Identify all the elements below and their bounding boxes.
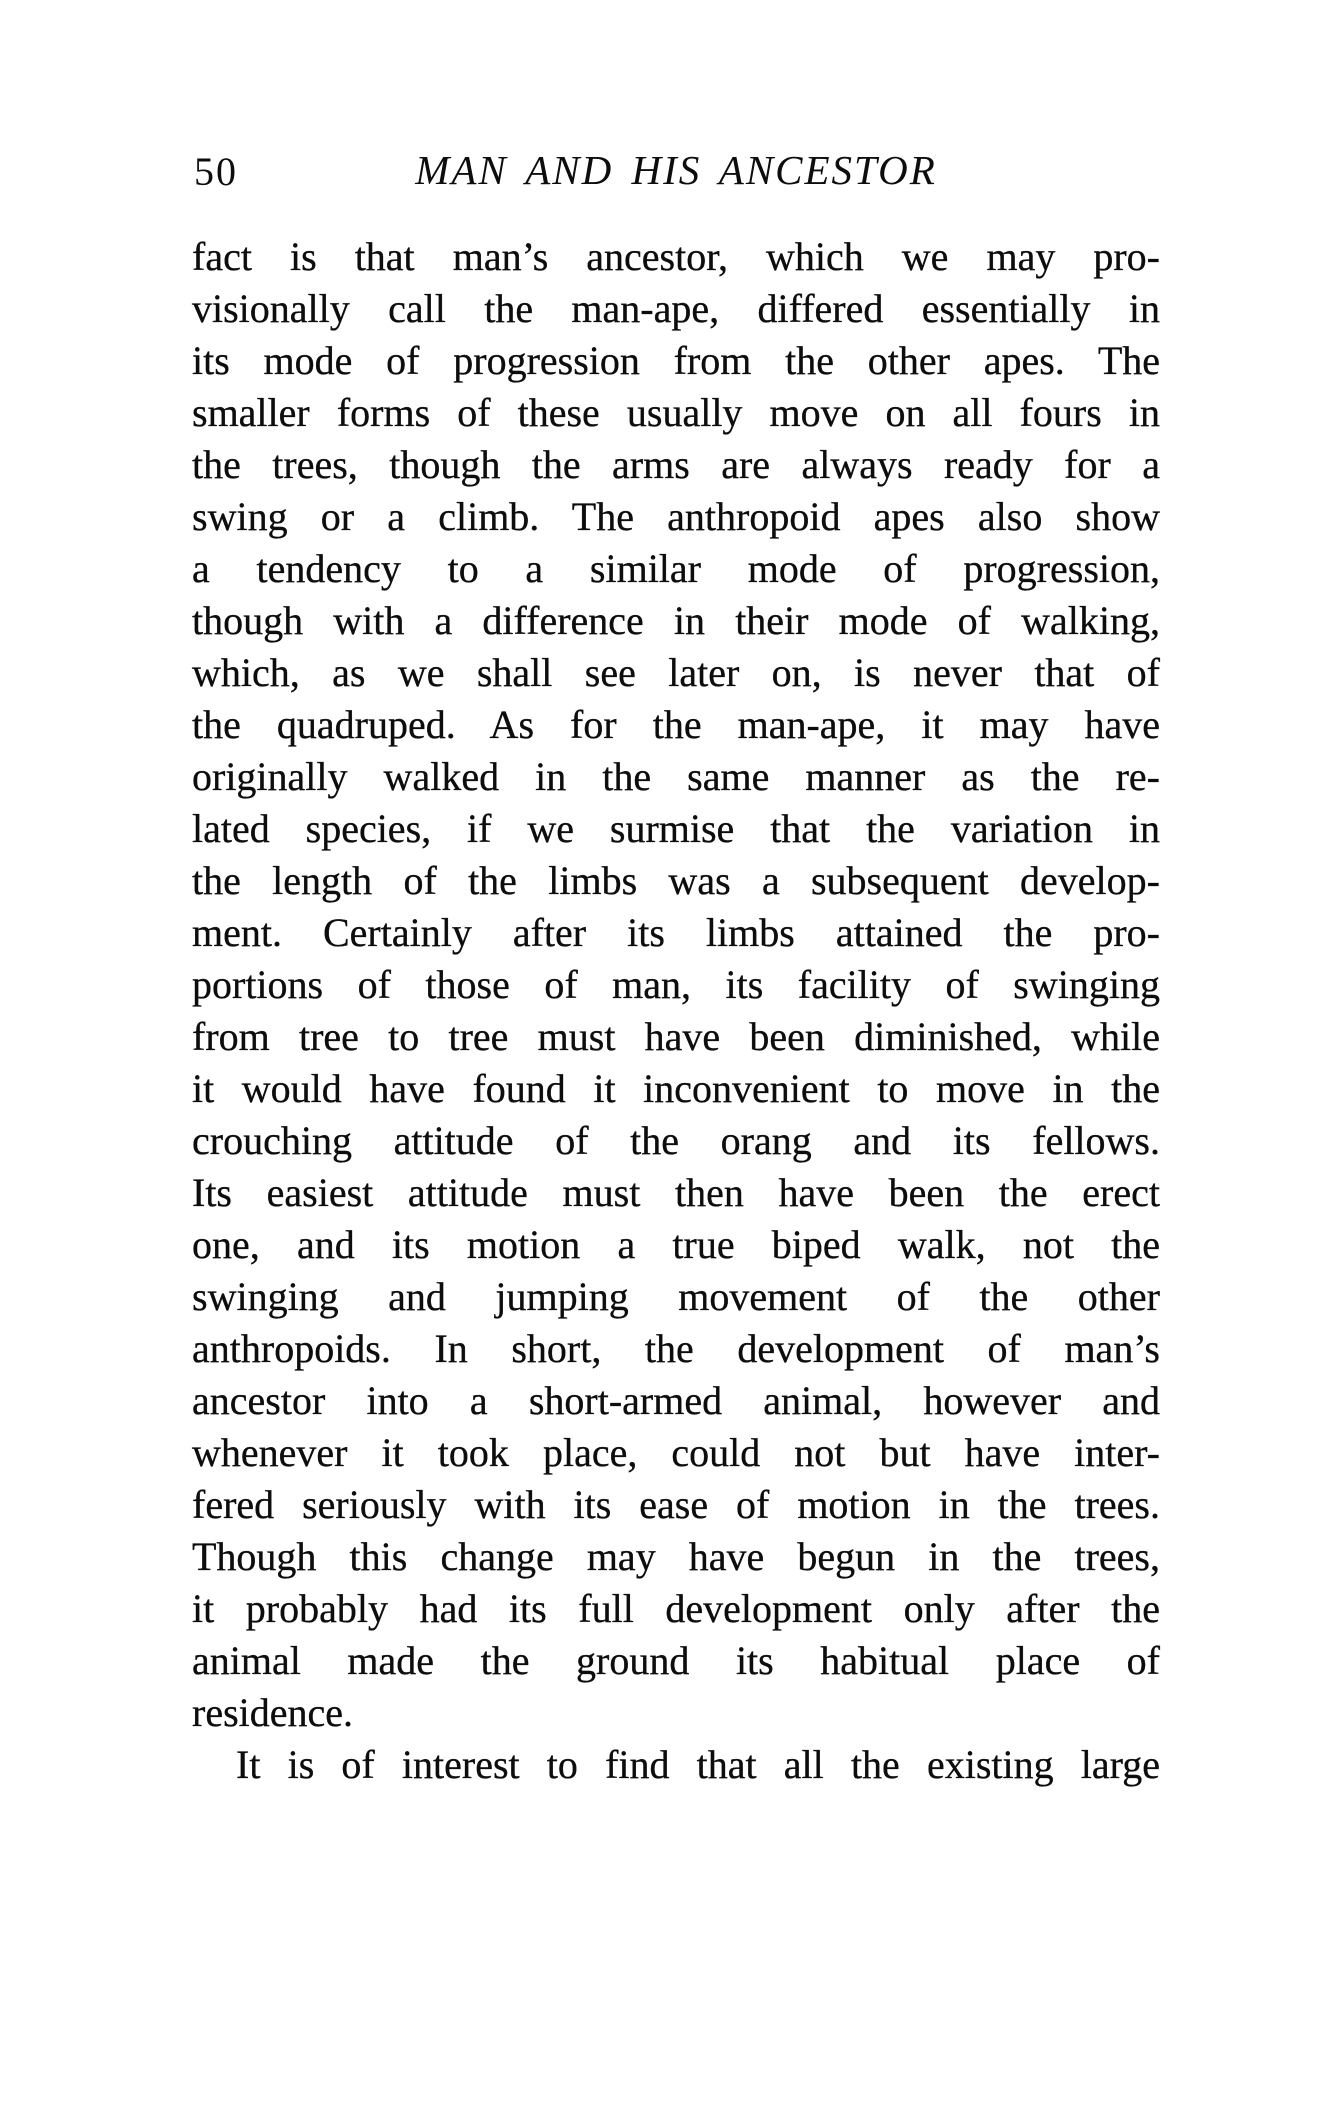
- body-line-p1-29: residence.: [192, 1690, 354, 1735]
- body-line-p1-13: the length of the limbs was a subsequent develop-: [192, 858, 1160, 903]
- body-line-p1-16: from tree to tree must have been diminished, while: [192, 1014, 1160, 1059]
- body-line-p1-11: originally walked in the same manner as the re-: [192, 754, 1160, 799]
- body-line-p1-14: ment. Certainly after its limbs attained the pro-: [192, 910, 1160, 955]
- body-line-p1-17: it would have found it inconvenient to move in the: [192, 1066, 1160, 1111]
- page-number: 50: [194, 149, 238, 194]
- body-line-p1-26: Though this change may have begun in the trees,: [192, 1534, 1160, 1579]
- body-line-p1-22: anthropoids. In short, the development of man’s: [192, 1326, 1160, 1371]
- body-line-p2-1: It is of interest to find that all the existing large: [236, 1742, 1160, 1787]
- page-header: [192, 148, 1160, 196]
- body-line-p1-27: it probably had its full development only after the: [192, 1586, 1160, 1631]
- body-line-p1-8: though with a difference in their mode of walking,: [192, 598, 1160, 643]
- body-line-p1-7: a tendency to a similar mode of progression,: [192, 546, 1160, 591]
- body-line-p1-25: fered seriously with its ease of motion in the trees.: [192, 1482, 1160, 1527]
- body-line-p1-6: swing or a climb. The anthropoid apes also show: [192, 494, 1160, 539]
- body-line-p1-12: lated species, if we surmise that the variation in: [192, 806, 1160, 851]
- body-line-p1-19: Its easiest attitude must then have been the erect: [192, 1170, 1160, 1215]
- body-line-p1-9: which, as we shall see later on, is never that of: [192, 650, 1160, 695]
- body-line-p1-24: whenever it took place, could not but have inter-: [192, 1430, 1160, 1475]
- body-line-p1-2: visionally call the man-ape, differed essentially in: [192, 286, 1160, 331]
- body-line-p1-4: smaller forms of these usually move on all fours in: [192, 390, 1160, 435]
- body-line-p1-3: its mode of progression from the other apes. The: [192, 338, 1160, 383]
- body-line-p1-1: fact is that man’s ancestor, which we may pro-: [192, 234, 1160, 279]
- text-block: [192, 231, 1160, 1791]
- body-line-p1-5: the trees, though the arms are always ready for a: [192, 442, 1160, 487]
- running-title: MAN AND HIS ANCESTOR: [415, 147, 937, 193]
- body-line-p1-23: ancestor into a short-armed animal, however and: [192, 1378, 1160, 1423]
- body-line-p1-20: one, and its motion a true biped walk, not the: [192, 1222, 1160, 1267]
- body-line-p1-10: the quadruped. As for the man-ape, it may have: [192, 702, 1160, 747]
- body-line-p1-18: crouching attitude of the orang and its fellows.: [192, 1118, 1160, 1163]
- body-line-p1-21: swinging and jumping movement of the other: [192, 1274, 1160, 1319]
- body-line-p1-28: animal made the ground its habitual place of: [192, 1638, 1160, 1683]
- body-line-p1-15: portions of those of man, its facility of swinging: [192, 962, 1160, 1007]
